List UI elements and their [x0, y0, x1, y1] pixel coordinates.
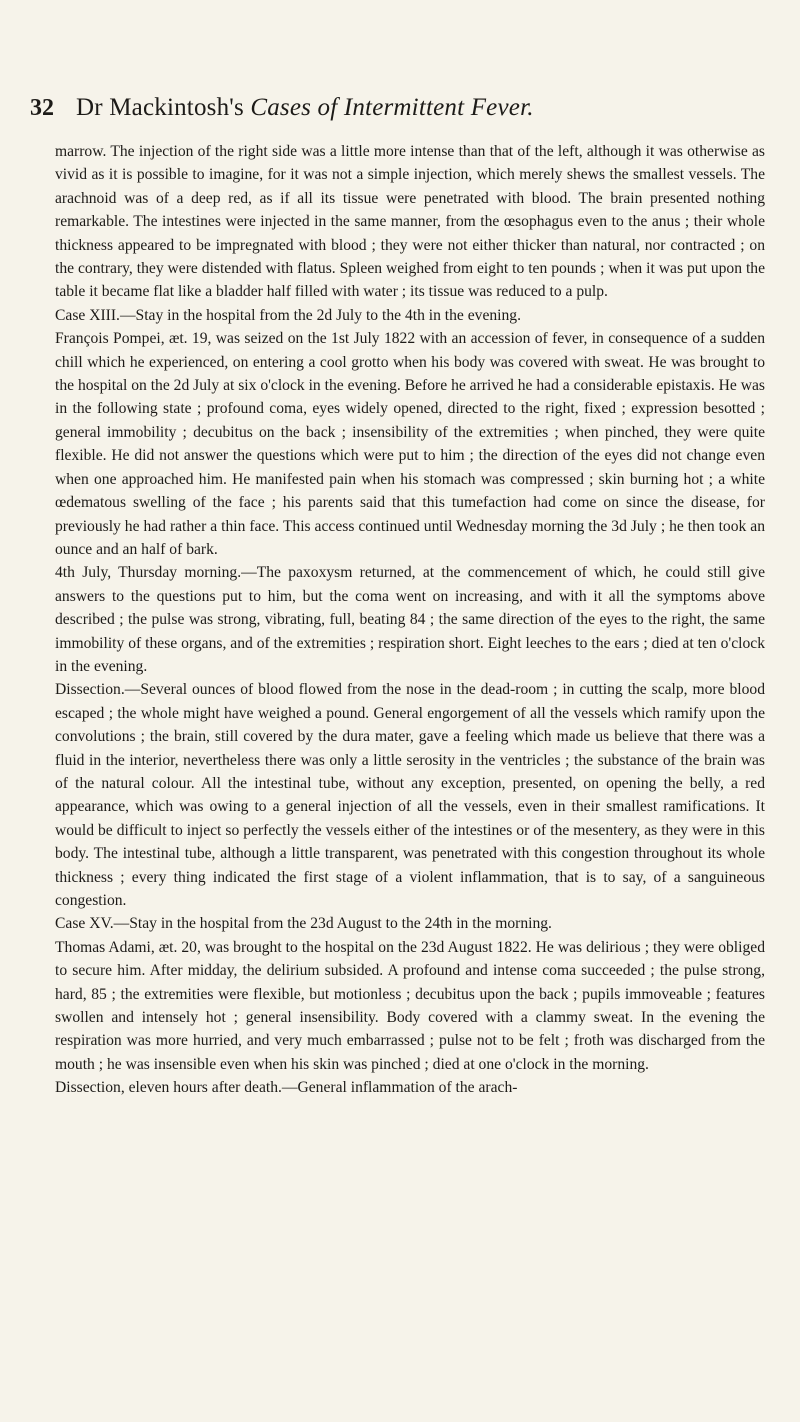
paragraph: marrow. The injection of the right side was a little more intense than that of the left, although it was otherwise as vivid as it is possible to imagine, for it was not a simple injection, which merely shews the smallest vessels. The arachnoid was of a deep red, as if all its tissue were penetrated with blood. The brain presented nothing remarkable. The intestines were injected in the same manner, from the œsophagus even to the anus ; their whole thickness appeared to be impregnated with blood ; they were not either thicker than natural, nor contracted ; on the contrary, they were distended with flatus. Spleen weighed from eight to ten pounds ; when it was put upon the table it became flat like a bladder half filled with water ; its tissue was reduced to a pulp. [55, 143, 765, 301]
body-text [55, 140, 765, 1100]
paragraph: 4th July, Thursday morning.—The paxoxysm returned, at the commencement of which, he could still give answers to the questions put to him, but the coma went on increasing, and with it all the symptoms above described ; the pulse was strong, vibrating, full, beating 84 ; the same direction of the eyes to the right, the same immobility of these organs, and of the extremities ; respiration short. Eight leeches to the ears ; died at ten o'clock in the evening. [55, 564, 765, 675]
case-heading: Case XV.—Stay in the hospital from the 23d August to the 24th in the morning. [55, 915, 552, 933]
paragraph: François Pompei, æt. 19, was seized on the 1st July 1822 with an accession of fever, in consequence of a sudden chill which he experienced, on entering a cool grotto when his body was covered with sweat. He was brought to the hospital on the 2d July at six o'clock in the evening. Before he arrived he had a considerable epistaxis. He was in the following state ; profound coma, eyes widely opened, directed to the right, fixed ; expression besotted ; general immobility ; decubitus on the back ; insensibility of the extremities ; when pinched, they were quite flexible. He did not answer the questions which were put to him ; the direction of the eyes did not change even when one approached him. He manifested pain when his stomach was compressed ; skin burning hot ; a white œdematous swelling of the face ; his parents said that this tumefaction had come on since the disease, for previously he had rather a thin face. This access continued until Wednesday morning the 3d July ; he then took an ounce and an half of bark. [55, 330, 765, 558]
running-head [76, 94, 534, 122]
page-number: 32 [30, 95, 54, 121]
paragraph: Dissection, eleven hours after death.—General inflammation of the arach- [55, 1079, 518, 1097]
paragraph: Dissection.—Several ounces of blood flowed from the nose in the dead-room ; in cutting the scalp, more blood escaped ; the whole might have weighed a pound. General engorgement of all the vessels which ramify upon the convolutions ; the brain, still covered by the dura mater, gave a feeling which made us believe that there was a fluid in the interior, nevertheless there was only a little serosity in the ventricles ; the substance of the brain was of the natural colour. All the intestinal tube, without any exception, presented, on opening the belly, a red appearance, which was owing to a general injection of all the vessels, even in their smallest ramifications. It would be difficult to inject so perfectly the vessels either of the intestines or of the mesentery, as they were in this body. The intestinal tube, although a little transparent, was penetrated with this congestion throughout its whole thickness ; every thing indicated the first stage of a violent inflammation, that is to say, of a sanguineous congestion. [55, 681, 765, 909]
case-heading: Case XIII.—Stay in the hospital from the 2d July to the 4th in the evening. [55, 306, 522, 324]
paragraph: Thomas Adami, æt. 20, was brought to the hospital on the 23d August 1822. He was delirious ; they were obliged to secure him. After midday, the delirium subsided. A profound and intense coma succeeded ; the pulse strong, hard, 85 ; the extremities were flexible, but motionless ; decubitus upon the back ; pupils immoveable ; features swollen and intensely hot ; general insensibility. Body covered with a clammy sweat. In the evening the respiration was more hurried, and very much embarrassed ; pulse not to be felt ; froth was discharged from the mouth ; he was insensible even when his skin was pinched ; died at one o'clock in the morning. [55, 938, 765, 1073]
page-header [30, 94, 534, 122]
running-head-author: Dr Mackintosh's [76, 94, 251, 121]
running-head-title: Cases of Intermittent Fever. [250, 94, 534, 121]
